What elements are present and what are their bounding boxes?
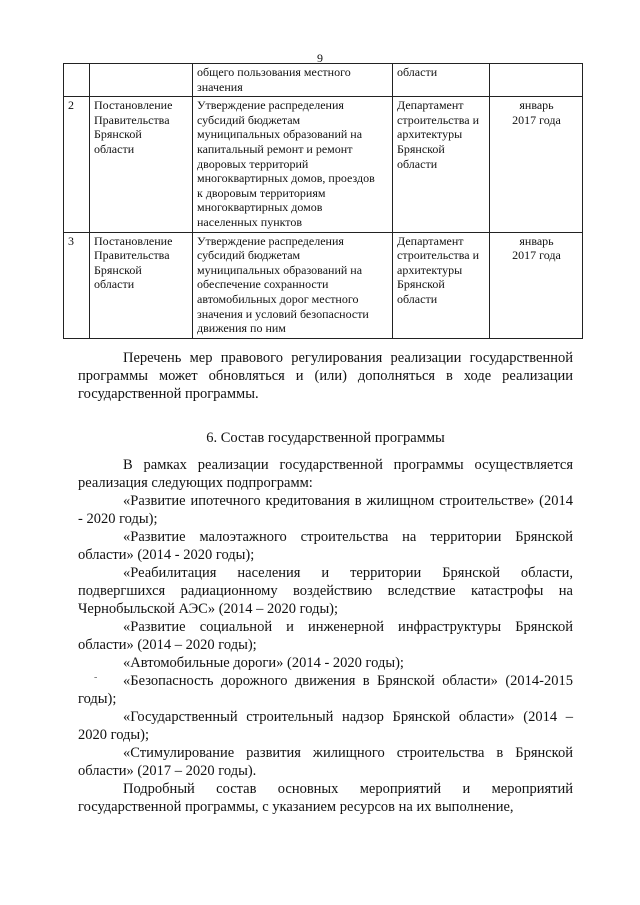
cell-line: субсидий бюджетам — [197, 248, 301, 263]
cell-line: Брянской — [397, 141, 445, 156]
cell-line: Утверждение распределения — [197, 233, 344, 248]
cell-executor — [393, 97, 490, 232]
cell-line: области — [94, 277, 135, 292]
cell-line: субсидий бюджетам — [197, 112, 301, 127]
cell-line: области — [397, 291, 438, 306]
cell-line: строительства и — [397, 112, 479, 127]
cell-line: Утверждение распределения — [197, 98, 344, 113]
subprogram-item: «Стимулирование развития жилищного строительства в Брянской области» (2017 – 2020 годы). — [78, 745, 573, 779]
cell-line: строительства и — [397, 248, 479, 263]
intro-block — [78, 349, 573, 403]
cell-line: муниципальных образований на — [197, 127, 363, 142]
table-row — [64, 64, 583, 97]
table-row — [64, 232, 583, 338]
cell-line: значения и условий безопасности — [197, 306, 369, 321]
cell-line: области — [94, 141, 135, 156]
cell-description — [193, 97, 393, 232]
cell-line: обеспечение сохранности — [197, 277, 329, 292]
cell-document-type — [90, 64, 193, 97]
subprograms-block — [78, 456, 573, 816]
cell-line: области — [397, 156, 438, 171]
stray-mark: - — [94, 672, 98, 683]
cell-line: январь — [519, 98, 554, 113]
section-heading: 6. Состав государственной программы — [206, 430, 445, 446]
subprogram-item: «Государственный строительный надзор Брянской области» (2014 – 2020 годы); — [78, 709, 573, 743]
legal-regulation-table — [63, 63, 583, 339]
subprogram-item: «Развитие социальной и инженерной инфраструктуры Брянской области» (2014 – 2020 годы); — [78, 619, 573, 653]
cell-line: муниципальных образований на — [197, 262, 363, 277]
cell-document-type — [90, 97, 193, 232]
cell-line: общего пользования местного — [197, 65, 351, 79]
cell-line: архитектуры — [397, 127, 463, 142]
cell-deadline — [490, 232, 583, 338]
paragraph-intro: Перечень мер правового регулирования реализации государственной программы может обновляться и (или) дополняться в ходе реализации государственной программы. — [78, 350, 573, 402]
table-row — [64, 97, 583, 232]
cell-line: области — [397, 65, 438, 79]
cell-executor — [393, 232, 490, 338]
cell-number — [64, 64, 90, 97]
cell-line: населенных пунктов — [197, 214, 303, 229]
cell-line: Департамент — [397, 98, 464, 113]
subprogram-item: «Безопасность дорожного движения в Брянской области» (2014-2015 годы); — [78, 673, 573, 707]
subprogram-item: «Развитие малоэтажного строительства на территории Брянской области» (2014 - 2020 годы); — [78, 529, 573, 563]
cell-line: многоквартирных домов, проездов — [197, 171, 375, 186]
paragraph-subprograms-intro: В рамках реализации государственной программы осуществляется реализация следующих подпрограмм: — [78, 457, 573, 491]
cell-line: Брянской — [94, 262, 142, 277]
subprogram-item: «Развитие ипотечного кредитования в жилищном строительстве» (2014 - 2020 годы); — [78, 493, 573, 527]
cell-line: 2017 года — [512, 112, 561, 127]
subprogram-item: «Автомобильные дороги» (2014 - 2020 годы); — [123, 655, 404, 671]
cell-deadline — [490, 64, 583, 97]
cell-document-type — [90, 232, 193, 338]
cell-line: архитектуры — [397, 262, 463, 277]
subprogram-item: «Реабилитация населения и территории Брянской области, подвергшихся радиационному воздействию вследствие катастрофы на Чернобыльской АЭС» (2014 – 2020 годы); — [78, 565, 573, 617]
cell-line: движения по ним — [197, 321, 286, 336]
cell-description — [193, 232, 393, 338]
cell-line: капитальный ремонт и ремонт — [197, 141, 353, 156]
cell-line: к дворовым территориям — [197, 185, 326, 200]
cell-line: Брянской — [397, 277, 445, 292]
cell-number: 2 — [64, 97, 90, 232]
cell-line: Постановление — [94, 233, 173, 248]
table-body — [64, 64, 583, 339]
cell-deadline — [490, 97, 583, 232]
cell-line: многоквартирных домов — [197, 200, 323, 215]
cell-line: Постановление — [94, 98, 173, 113]
cell-line: дворовых территорий — [197, 156, 309, 171]
cell-line: автомобильных дорог местного — [197, 291, 359, 306]
cell-executor — [393, 64, 490, 97]
cell-line: Правительства — [94, 112, 170, 127]
cell-line: Департамент — [397, 233, 464, 248]
cell-line: Правительства — [94, 248, 170, 263]
cell-number: 3 — [64, 232, 90, 338]
cell-description — [193, 64, 393, 97]
cell-line: Брянской — [94, 127, 142, 142]
cell-line: 2017 года — [512, 248, 561, 263]
paragraph-details: Подробный состав основных мероприятий и мероприятий государственной программы, с указанием ресурсов на их выполнение, — [78, 781, 573, 815]
cell-line: значения — [197, 79, 243, 94]
cell-line: январь — [519, 233, 554, 248]
page-number: 9 — [317, 51, 323, 65]
section-heading-block — [78, 429, 573, 447]
